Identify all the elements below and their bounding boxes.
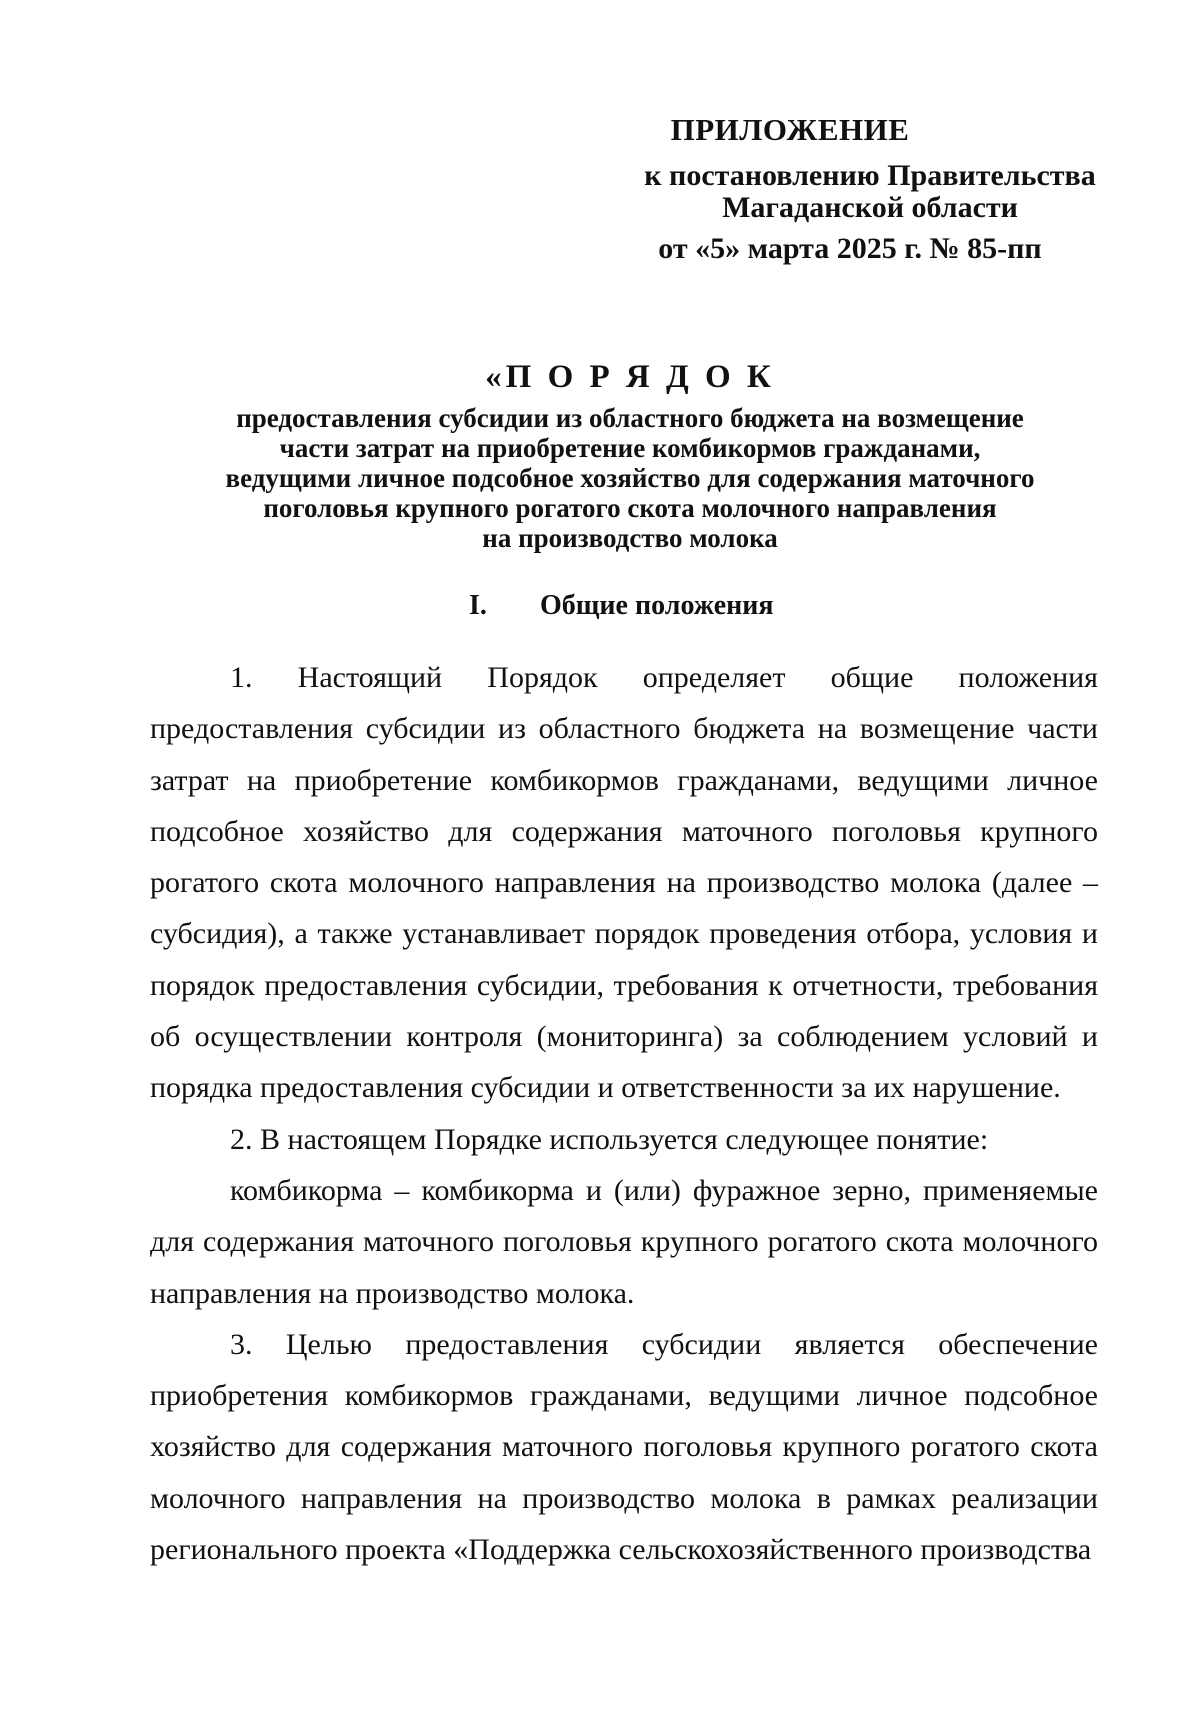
- section-number: I.: [469, 590, 487, 621]
- document-subtitle: [150, 403, 1110, 553]
- paragraph-2: 2. В настоящем Порядке используется следующее понятие:: [230, 1122, 989, 1156]
- appendix-title: ПРИЛОЖЕНИЕ: [670, 112, 910, 147]
- appendix-date: от «5» марта 2025 г. № 85-пп: [658, 232, 1042, 265]
- section-title: Общие положения: [540, 590, 774, 621]
- paragraph-definition: комбикорма – комбикорма и (или) фуражное зерно, применяемые для содержания маточного поголовья крупного рогатого скота молочного направления на производство молока.: [150, 1173, 1098, 1310]
- document-body: [150, 652, 1098, 1575]
- subtitle-line: предоставления субсидии из областного бюджета на возмещение: [236, 403, 1024, 433]
- appendix-decree: [630, 160, 1110, 224]
- document-title-block: [150, 355, 1110, 553]
- paragraph-1: 1. Настоящий Порядок определяет общие положения предоставления субсидии из областного бюджета на возмещение части затрат на приобретение комбикормов гражданами, ведущими личное подсобное хозяйство для содержания маточного поголовья крупного рогатого скота молочного направления на производство молока (далее – субсидия), а также устанавливает порядок проведения отбора, условия и порядок предоставления субсидии, требования к отчетности, требования об осуществлении контроля (мониторинга) за соблюдением условий и порядка предоставления субсидии и ответственности за их нарушение.: [150, 661, 1098, 1105]
- subtitle-line: части затрат на приобретение комбикормов гражданами,: [279, 433, 981, 463]
- subtitle-line: поголовья крупного рогатого скота молочного направления: [263, 493, 997, 523]
- subtitle-line: ведущими личное подсобное хозяйство для содержания маточного: [225, 463, 1035, 493]
- appendix-decree-line: Магаданской области: [722, 191, 1018, 224]
- document-heading: «П О Р Я Д О К: [485, 359, 775, 395]
- paragraph-3: 3. Целью предоставления субсидии является обеспечение приобретения комбикормов гражданами, ведущими личное подсобное хозяйство для содержания маточного поголовья крупного рогатого скота молочного направления на производство молока в рамках реализации регионального проекта «Поддержка сельскохозяйственного производства: [150, 1327, 1098, 1567]
- subtitle-line: на производство молока: [482, 523, 778, 553]
- appendix-decree-line: к постановлению Правительства: [644, 159, 1096, 192]
